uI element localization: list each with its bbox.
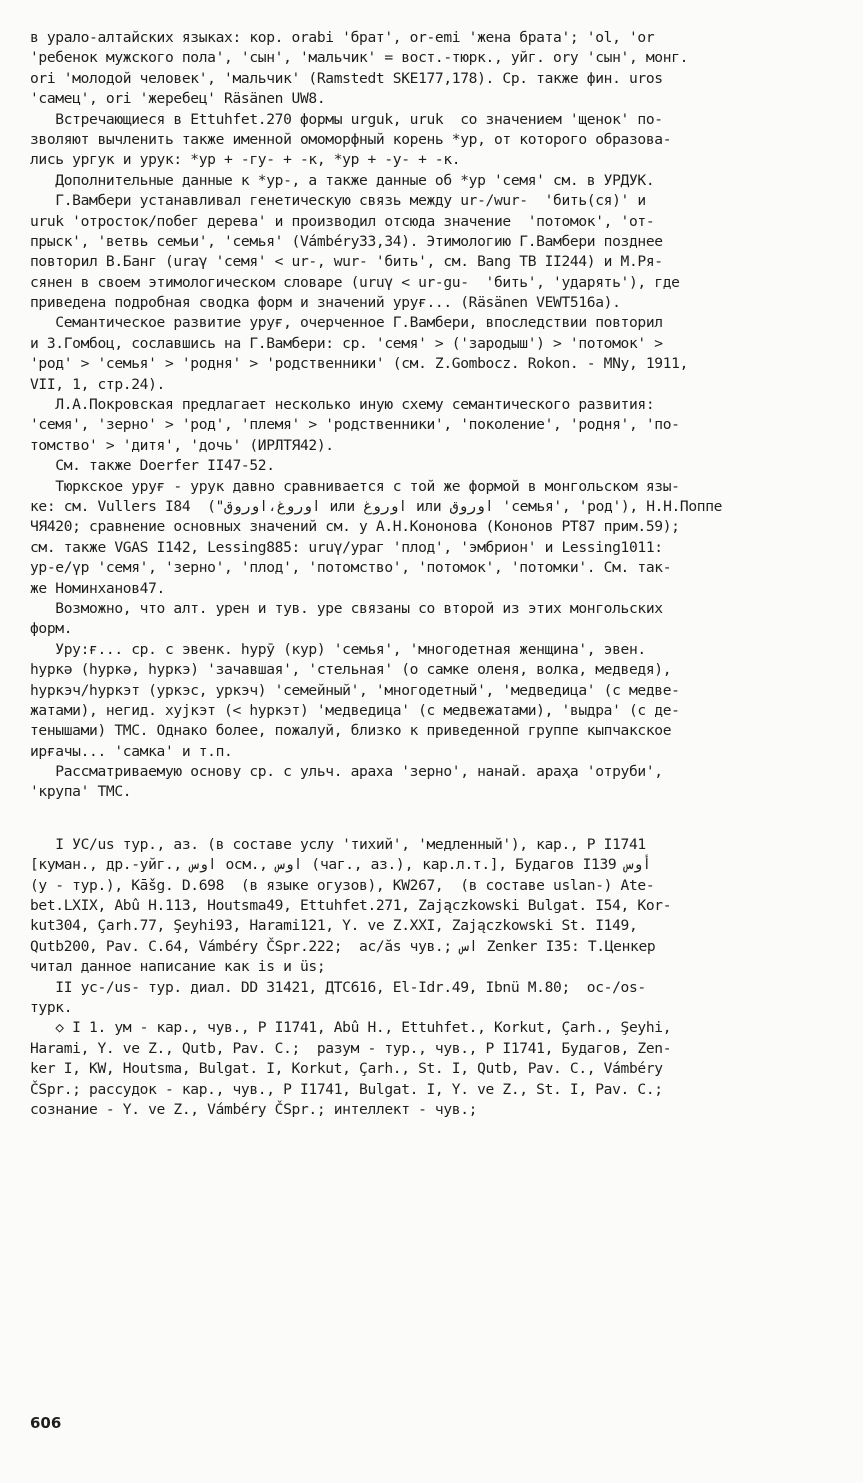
text-line: Возможно, что алт. урен и тув. уре связаны со второй из этих монгольских — [30, 599, 663, 617]
text-line: Л.А.Покровская предлагает несколько иную схему семантического развития: — [30, 396, 655, 414]
text-line: ori 'молодой человек', 'мальчик' (Ramstedt SKE177,178). Ср. также фин. uros — [30, 69, 663, 87]
text-line: bet.LXIX, Abû H.113, Houtsma49, Ettuhfet.271, Zajączkowski Bulgat. I54, Kor- — [30, 897, 672, 915]
text-line: томство' > 'дитя', 'дочь' (ИРЛТЯ42). — [30, 436, 334, 454]
text-line: 'семя', 'зерно' > 'род', 'племя' > 'родственники', 'поколение', 'родня', 'по- — [30, 416, 680, 434]
text-line: прыск', 'ветвь семьи', 'семья' (Vámbéry33,34). Этимологию Г.Вамбери позднее — [30, 232, 663, 250]
text-line: ирғачы... 'самка' и т.п. — [30, 742, 233, 760]
text-line: VII, 1, стр.24). — [30, 375, 165, 393]
text-line: Harami, Y. ve Z., Qutb, Pav. C.; разум - тур., чув., P I1741, Будагов, Zen- — [30, 1039, 672, 1057]
text-line: II ус-/us- тур. диал. DD 31421, ДТС616, El-Idr.49, Ibnü M.80; ос-/os- — [30, 978, 646, 996]
text-line: См. также Doerfer II47-52. — [30, 457, 275, 475]
text-line: (у - тур.), Kāšg. D.698 (в языке огузов), KW267, (в составе uslan-) Ate- — [30, 876, 655, 894]
page-number: 606 — [30, 1414, 62, 1432]
text-line: һуркә (һуркә, һуркэ) 'зачавшая', 'стельная' (о самке оленя, волка, медведя), — [30, 661, 672, 679]
text-line: ◇ I 1. ум - кар., чув., P I1741, Abû H., Ettuhfet., Korkut, Çarh., Şeyhi, — [30, 1019, 672, 1037]
text-line: 'ребенок мужского пола', 'сын', 'мальчик' = вост.-тюрк., уйг. ory 'сын', монг. — [30, 49, 689, 67]
text-line: повторил В.Банг (uraγ 'семя' < ur-, wur- 'бить', см. Bang TB II244) и М.Ря- — [30, 253, 663, 271]
text-line: I УС/us тур., аз. (в составе услу 'тихий', 'медленный'), кар., P I1741 — [30, 835, 646, 853]
text-line: тенышами) ТМС. Однако более, пожалуй, близко к приведенной группе кыпчакское — [30, 722, 672, 740]
text-line: 'крупа' ТМС. — [30, 783, 132, 801]
text-line: ЧЯ420; сравнение основных значений см. у А.Н.Кононова (Кононов РТ87 прим.59); — [30, 518, 680, 536]
text-line: Г.Вамбери устанавливал генетическую связь между ur-/wur- 'бить(ся)' и — [30, 192, 646, 210]
text-line: 'самец', ori 'жеребец' Räsänen UW8. — [30, 90, 326, 108]
text-line: Встречающиеся в Ettuhfet.270 формы urguk, uruk со значением 'щенок' по- — [30, 110, 663, 128]
text-line: форм. — [30, 620, 73, 638]
text-line: Тюркское уруғ - урук давно сравнивается с той же формой в монгольском язы- — [30, 477, 680, 495]
text-line: ker I, KW, Houtsma, Bulgat. I, Korkut, Çarh., St. I, Qutb, Pav. C., Vámbéry — [30, 1060, 663, 1078]
text-line: Семантическое развитие уруғ, очерченное Г.Вамбери, впоследствии повторил — [30, 314, 663, 332]
text-line: Рассматриваемую основу ср. с ульч. араха 'зерно', нанай. араҳа 'отруби', — [30, 763, 663, 781]
text-line: Qutb200, Pav. C.64, Vámbéry ČSpr.222; ас/ӑs чув.; اس Zenker I35: Т.Ценкер — [30, 937, 656, 955]
text-line: һуркэч/һуркэт (уркэс, уркэч) 'семейный', 'многодетный', 'медведица' (с медве- — [30, 681, 680, 699]
text-line: uruk 'отросток/побег дерева' и производил отсюда значение 'потомок', 'от- — [30, 212, 655, 230]
text-line: читал данное написание как is и üs; — [30, 958, 326, 976]
text-line: турк. — [30, 998, 73, 1016]
text-line: лись ургук и урук: *ур + -гу- + -к, *ур + -у- + -к. — [30, 151, 461, 169]
text-line: ке: см. Vullers I84 ("اوروغ،اوروق или اوروغ или اوروق 'семья', 'род'), Н.Н.Поппе — [30, 497, 723, 515]
text-line: ур-е/үр 'семя', 'зерно', 'плод', 'потомство', 'потомок', 'потомки'. См. так- — [30, 559, 672, 577]
text-line: 'род' > 'семья' > 'родня' > 'родственники' (см. Z.Gombocz. Rokon. - MNy, 1911, — [30, 355, 689, 373]
text-line: сознание - Y. ve Z., Vámbéry ČSpr.; интеллект - чув.; — [30, 1100, 478, 1118]
text-line: же Номинханов47. — [30, 579, 165, 597]
text-line — [30, 819, 842, 835]
text-line: Уру:ғ... ср. с эвенк. һурӯ (кур) 'семья', 'многодетная женщина', эвен. — [30, 640, 646, 658]
text-line: kut304, Çarh.77, Şeyhi93, Harami121, Y. ve Z.XXI, Zajączkowski St. I149, — [30, 917, 638, 935]
text-line: зволяют вычленить также именной омоморфный корень *ур, от которого образова- — [30, 130, 672, 148]
text-line: ČSpr.; рассудок - кар., чув., P I1741, Bulgat. I, Y. ve Z., St. I, Pav. C.; — [30, 1080, 663, 1098]
text-line: приведена подробная сводка форм и значений уруғ... (Räsänen VEWT516a). — [30, 294, 621, 312]
text-line: в урало-алтайских языках: кор. orabi 'брат', or-emi 'жена брата'; 'ol, 'or — [30, 29, 655, 46]
text-line: см. также VGAS I142, Lessing885: uruγ/ураг 'плод', 'эмбрион' и Lessing1011: — [30, 538, 663, 556]
text-line: Дополнительные данные к *ур-, а также данные об *ур 'семя' см. в УРДУК. — [30, 171, 655, 189]
text-line — [30, 803, 842, 819]
text-line: жатами), негид. хуjкэт (< һуркэт) 'медведица' (с медвежатами), 'выдра' (с де- — [30, 701, 680, 719]
document-page — [30, 28, 842, 1120]
text-line: сянен в своем этимологическом словаре (uruγ < ur-gu- 'бить', 'ударять'), где — [30, 273, 680, 291]
text-line: [куман., др.-уйг., اوس осм., اوس (чаг., аз.), кар.л.т.], Будагов I139 أوس — [30, 856, 652, 874]
text-line: и З.Гомбоц, сославшись на Г.Вамбери: ср. 'семя' > ('зародыш') > 'потомок' > — [30, 334, 663, 352]
